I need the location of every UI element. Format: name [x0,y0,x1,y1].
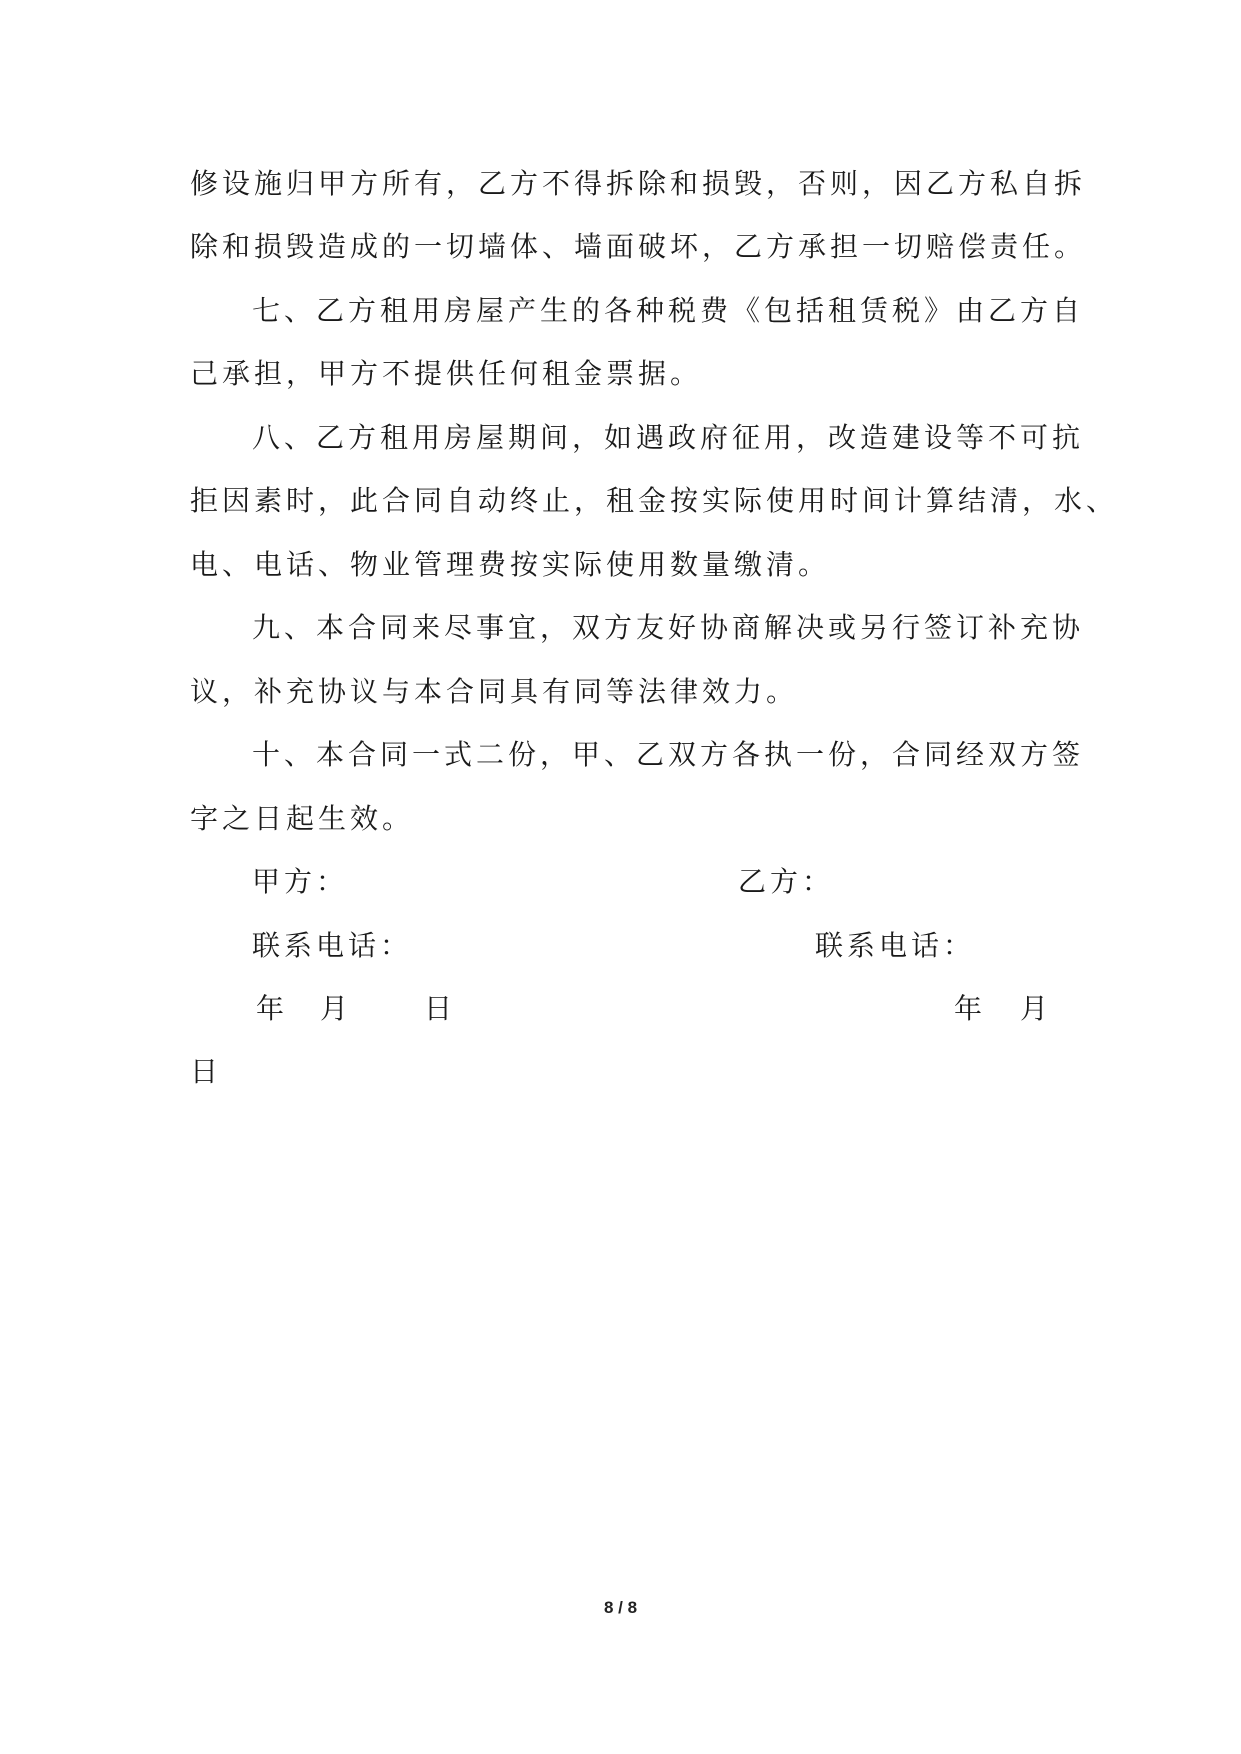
party-b-date-day: 日 [190,1055,223,1088]
body-line: 拒因素时，此合同自动终止，租金按实际使用时间计算结清，水、 [190,484,1119,517]
body-line: 电、电话、物业管理费按实际使用数量缴清。 [190,548,831,581]
party-b-label: 乙方： [738,865,835,898]
party-b-date-month: 月 [1020,992,1053,1025]
body-line: 修设施归甲方所有，乙方不得拆除和损毁，否则，因乙方私自拆 [190,167,1087,200]
party-b-date-year: 年 [954,992,987,1025]
body-line: 字之日起生效。 [190,802,415,835]
party-b-phone-label: 联系电话： [815,929,976,962]
clause-eight-line: 八、乙方租用房屋期间，如遇政府征用，改造建设等不可抗 [252,421,1085,454]
party-a-date-year: 年 [256,992,289,1025]
body-line: 己承担，甲方不提供任何租金票据。 [190,357,703,390]
party-a-label: 甲方： [252,865,349,898]
party-a-date-day: 日 [424,992,457,1025]
body-line: 除和损毁造成的一切墙体、墙面破坏，乙方承担一切赔偿责任。 [190,230,1087,263]
clause-ten-line: 十、本合同一式二份，甲、乙双方各执一份，合同经双方签 [252,738,1085,771]
clause-nine-line: 九、本合同来尽事宜，双方友好协商解决或另行签订补充协 [252,611,1085,644]
party-a-phone-label: 联系电话： [252,929,413,962]
party-a-date-month: 月 [320,992,353,1025]
body-line: 议，补充协议与本合同具有同等法律效力。 [190,675,799,708]
page-number: 8 / 8 [603,1598,638,1617]
clause-seven-line: 七、乙方租用房屋产生的各种税费《包括租赁税》由乙方自 [252,294,1085,327]
